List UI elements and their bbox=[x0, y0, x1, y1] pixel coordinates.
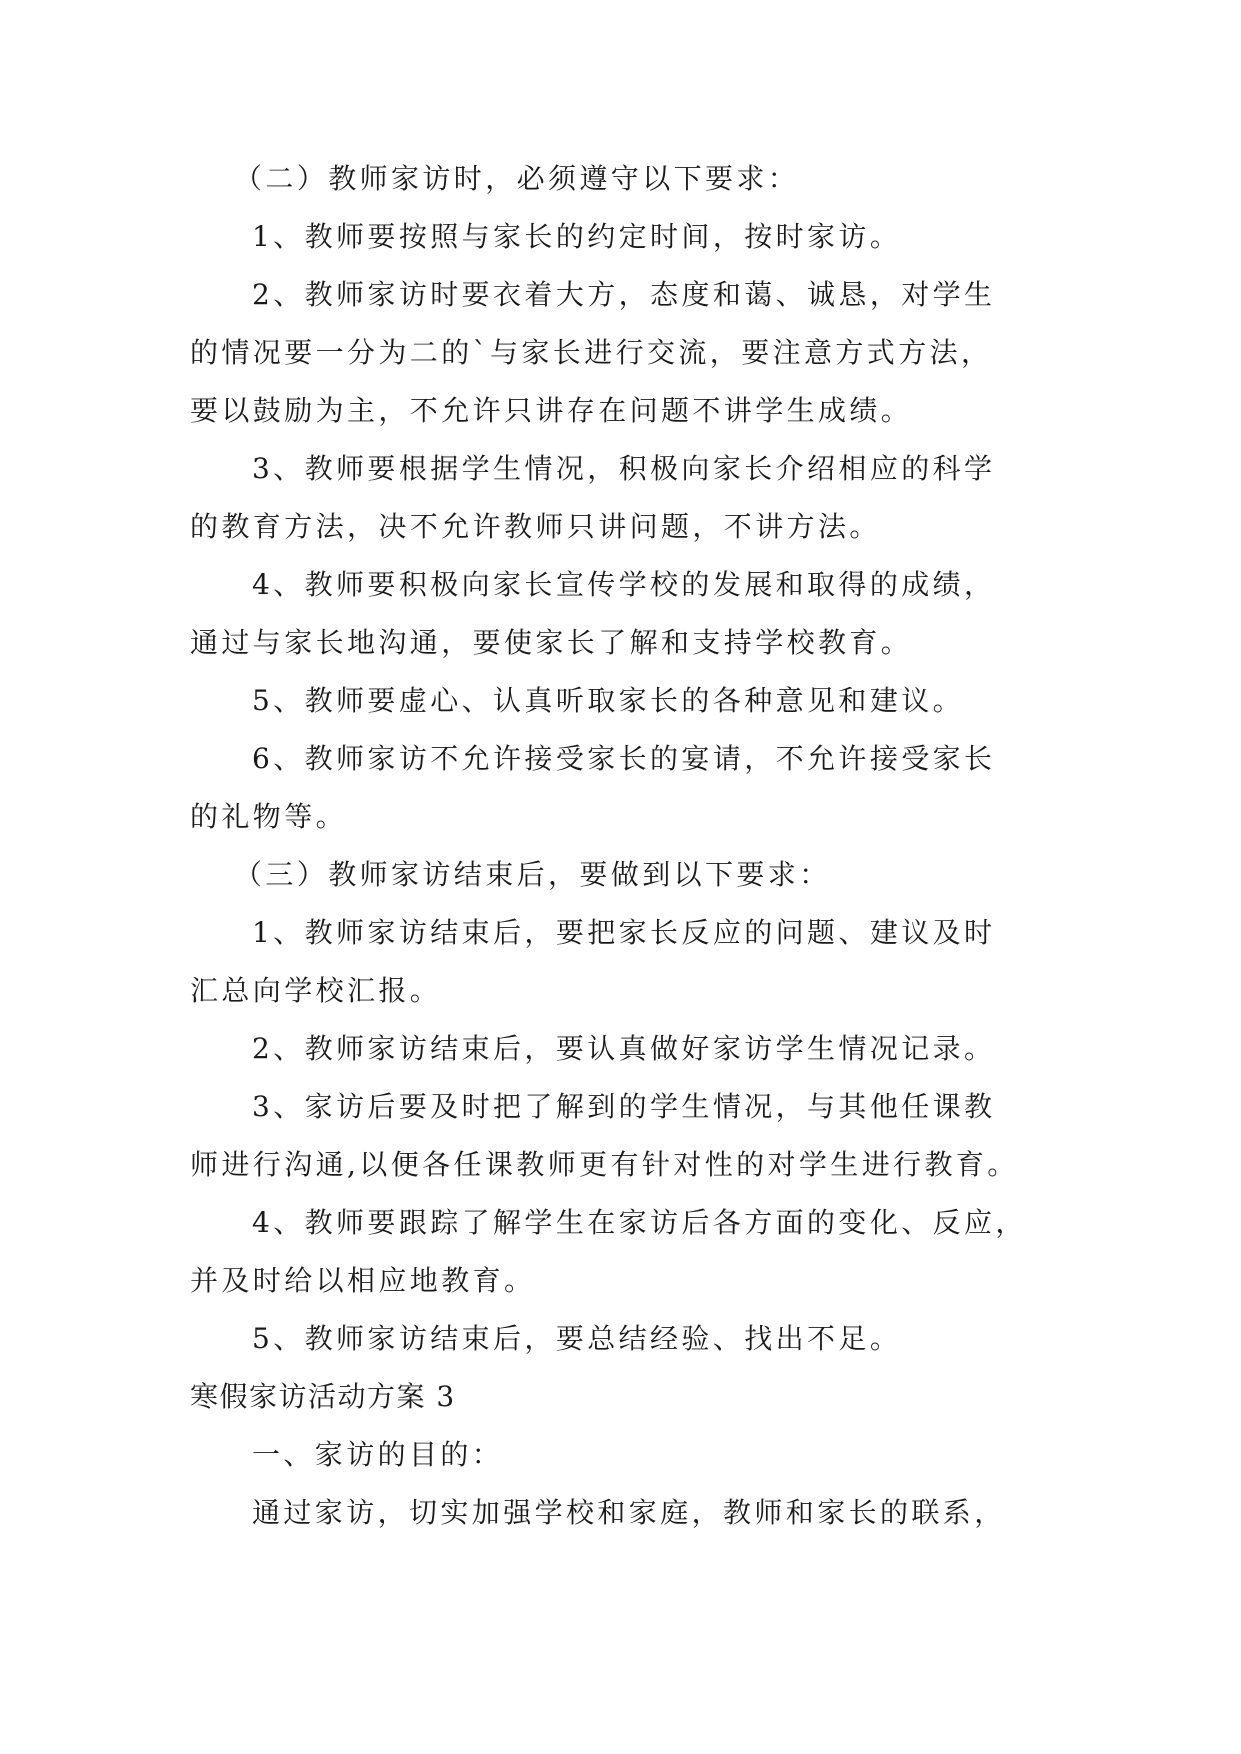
document-section-title: 寒假家访活动方案 3 bbox=[190, 1380, 456, 1413]
paragraph-line: 2、教师家访时要衣着大方，态度和蔼、诚恳，对学生 bbox=[252, 278, 996, 311]
paragraph-line: 2、教师家访结束后，要认真做好家访学生情况记录。 bbox=[252, 1032, 996, 1065]
paragraph-line: 汇总向学校汇报。 bbox=[190, 974, 442, 1007]
paragraph-line: 3、教师要根据学生情况，积极向家长介绍相应的科学 bbox=[252, 452, 996, 485]
paragraph-line: 4、教师要积极向家长宣传学校的发展和取得的成绩， bbox=[252, 568, 996, 601]
paragraph-line: 通过与家长地沟通，要使家长了解和支持学校教育。 bbox=[190, 626, 913, 659]
paragraph-line: 并及时给以相应地教育。 bbox=[190, 1264, 536, 1297]
paragraph-line: 1、教师家访结束后，要把家长反应的问题、建议及时 bbox=[252, 916, 996, 949]
paragraph-line: 3、家访后要及时把了解到的学生情况，与其他任课教 bbox=[252, 1090, 996, 1123]
paragraph-line: 的教育方法，决不允许教师只讲问题，不讲方法。 bbox=[190, 510, 881, 543]
paragraph-line: 要以鼓励为主，不允许只讲存在问题不讲学生成绩。 bbox=[190, 394, 913, 427]
paragraph-line: 4、教师要跟踪了解学生在家访后各方面的变化、反应， bbox=[252, 1206, 1027, 1239]
section-heading-3: （三）教师家访结束后，要做到以下要求： bbox=[234, 858, 831, 891]
paragraph-line: 的礼物等。 bbox=[190, 800, 348, 833]
paragraph-line: 的情况要一分为二的`与家长进行交流，要注意方式方法， bbox=[190, 336, 993, 369]
paragraph-line: 6、教师家访不允许接受家长的宴请，不允许接受家长 bbox=[252, 742, 996, 775]
paragraph-line: 5、教师要虚心、认真听取家长的各种意见和建议。 bbox=[252, 684, 965, 717]
paragraph-line: 通过家访，切实加强学校和家庭，教师和家长的联系， bbox=[252, 1496, 1006, 1529]
section-heading-2: （二）教师家访时，必须遵守以下要求： bbox=[234, 162, 800, 195]
paragraph-line: 一、家访的目的： bbox=[252, 1438, 504, 1471]
paragraph-line: 师进行沟通,以便各任课教师更有针对性的对学生进行教育。 bbox=[190, 1148, 1019, 1181]
paragraph-line: 5、教师家访结束后，要总结经验、找出不足。 bbox=[252, 1322, 902, 1355]
paragraph-line: 1、教师要按照与家长的约定时间，按时家访。 bbox=[252, 220, 902, 253]
document-page bbox=[190, 150, 1070, 1542]
